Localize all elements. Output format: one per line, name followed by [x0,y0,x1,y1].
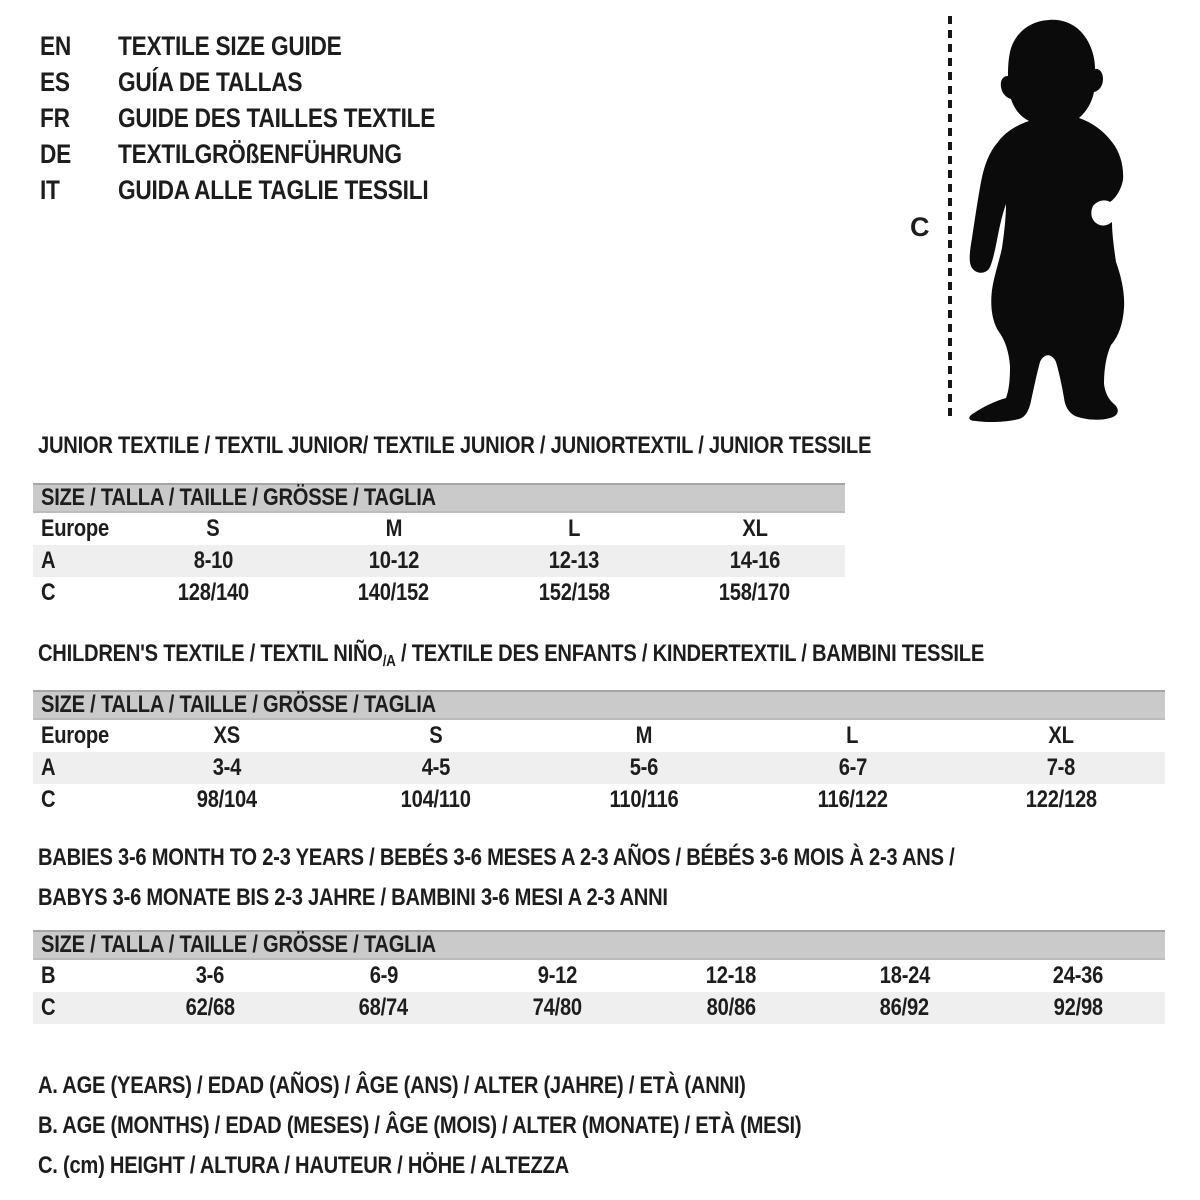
children-size-header: SIZE / TALLA / TAILLE / GRÖSSE / TAGLIA [33,690,1165,720]
table-row [33,577,845,609]
table-row [33,992,1165,1024]
language-row-en [40,28,496,64]
children-table-title: CHILDREN'S TEXTILE / TEXTIL $NIÑO_{/A}$ / TEXTILE DES ENFANTS / KINDERTEXTIL / BAMBINI TESSILE [38,640,985,670]
size-cell: M [635,722,653,749]
children-textile-table [33,640,1165,816]
age-months-cell: 12-18 [705,962,757,989]
row-label: C [41,579,56,606]
table-row [33,960,1165,992]
legend-age-years: A. AGE (YEARS) / EDAD (AÑOS) / ÂGE (ANS) / ALTER (JAHRE) / ETÀ (ANNI) [38,1072,746,1099]
language-row-es [40,64,496,100]
height-cell: 92/98 [1053,994,1103,1021]
toddler-silhouette-icon [958,18,1140,422]
age-cell: 8-10 [193,547,233,574]
height-cell: 98/104 [197,786,258,813]
height-cell: 104/110 [400,786,471,813]
language-row-fr [40,100,496,136]
height-cell: 152/158 [538,579,610,606]
height-cell: 116/122 [817,786,888,813]
size-cell: XL [742,515,768,542]
language-code: ES [40,66,70,97]
height-measure-label: C [910,212,930,242]
age-months-cell: 6-9 [369,962,398,989]
row-label: Europe [41,515,109,542]
babies-size-header: SIZE / TALLA / TAILLE / GRÖSSE / TAGLIA [33,930,1165,960]
height-cell: 86/92 [879,994,930,1021]
size-cell: S [429,722,443,749]
size-cell: XS [213,722,241,749]
language-title: TEXTILGRÖßENFÜHRUNG [118,138,402,169]
height-cell: 140/152 [358,579,430,606]
age-months-cell: 3-6 [195,962,225,989]
language-title: GUÍA DE TALLAS [118,66,303,97]
table-row [33,545,845,577]
language-code: IT [40,174,60,205]
height-measure-line [948,16,952,418]
row-label: C [41,994,56,1021]
height-cell: 128/140 [177,579,249,606]
table-row [33,752,1165,784]
junior-size-header: SIZE / TALLA / TAILLE / GRÖSSE / TAGLIA [33,483,845,513]
age-cell: 3-4 [213,754,242,781]
babies-table-title: BABIES 3-6 MONTH TO 2-3 YEARS / BEBÉS 3-6 MESES A 2-3 AÑOS / BÉBÉS 3-6 MOIS À 2-3 ANS / BABYS 3-6 MONATE BIS 2-3 JAHRE / BAMBINI 3-6 MESI A 2-3 ANNI [38,844,955,911]
measure-legend [38,1066,947,1186]
age-cell: 6-7 [838,754,867,781]
language-row-de [40,136,496,172]
table-row [33,513,845,545]
junior-table-title: JUNIOR TEXTILE / TEXTIL JUNIOR/ TEXTILE JUNIOR / JUNIORTEXTIL / JUNIOR TESSILE [38,432,872,459]
row-label: B [41,962,56,989]
legend-height-cm: C. (cm) HEIGHT / ALTURA / HAUTEUR / HÖHE / ALTEZZA [38,1152,569,1179]
table-row [33,784,1165,816]
height-cell: 74/80 [532,994,582,1021]
size-cell: L [846,722,859,749]
table-row [33,720,1165,752]
language-code: EN [40,30,72,61]
row-label: Europe [41,722,109,749]
age-cell: 7-8 [1046,754,1076,781]
language-title: GUIDA ALLE TAGLIE TESSILI [118,174,429,205]
size-cell: M [385,515,403,542]
legend-age-months: B. AGE (MONTHS) / EDAD (MESES) / ÂGE (MOIS) / ALTER (MONATE) / ETÀ (MESI) [38,1112,802,1139]
age-months-cell: 24-36 [1053,962,1104,989]
title-subscript: /A [382,653,396,670]
language-code: DE [40,138,72,169]
age-months-cell: 9-12 [537,962,577,989]
age-cell: 14-16 [729,547,780,574]
height-cell: 80/86 [706,994,756,1021]
language-row-it [40,172,496,208]
junior-textile-table [33,432,872,609]
height-cell: 68/74 [358,994,409,1021]
age-cell: 4-5 [421,754,450,781]
height-cell: 62/68 [185,994,235,1021]
size-cell: S [206,515,220,542]
row-label: A [41,754,56,781]
age-cell: 10-12 [368,547,419,574]
row-label: A [41,547,56,574]
language-title: GUIDE DES TAILLES TEXTILE [118,102,436,133]
age-months-cell: 18-24 [879,962,930,989]
row-label: C [41,786,56,813]
babies-textile-table [33,838,1165,1024]
age-cell: 5-6 [629,754,659,781]
height-cell: 110/116 [609,786,679,813]
language-title: TEXTILE SIZE GUIDE [118,30,342,61]
size-cell: L [568,515,581,542]
height-cell: 158/170 [719,579,791,606]
height-cell: 122/128 [1025,786,1097,813]
language-list [40,28,496,208]
size-cell: XL [1048,722,1074,749]
language-code: FR [40,102,70,133]
age-cell: 12-13 [549,547,600,574]
